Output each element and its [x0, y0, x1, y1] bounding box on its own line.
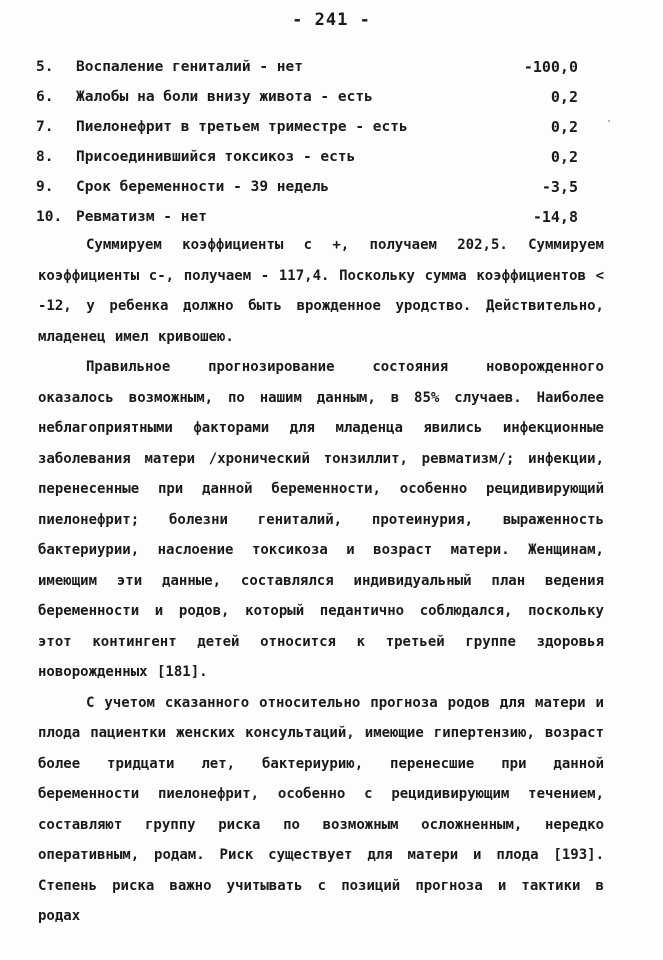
list-item-number: 9.	[36, 179, 54, 195]
list-item-value: -100,0	[523, 58, 578, 76]
list-item-number: 6.	[36, 89, 54, 105]
list-item-number: 8.	[36, 149, 54, 165]
list-item-text: Срок беременности - 39 недель	[76, 179, 330, 195]
list-item-number: 10.	[36, 209, 63, 225]
list-item-text: Пиелонефрит в третьем триместре - есть	[76, 119, 408, 135]
list-item	[36, 172, 596, 202]
list-item-number: 5.	[36, 59, 54, 75]
list-item	[36, 52, 596, 82]
list-item	[36, 112, 596, 142]
paragraph: Суммируем коэффициенты с +, получаем 202,5. Суммируем коэффициенты с-, получаем - 117,4. Поскольку сумма коэффициентов < -12, у ребенка должно быть врожденное уродство. Действительно, младенец имел кривошею.	[38, 237, 604, 345]
list-item-value: 0,2	[550, 88, 578, 106]
list-item-value: -14,8	[532, 208, 578, 226]
list-item-number: 7.	[36, 119, 54, 135]
body-text	[38, 230, 604, 932]
margin-mark: ˋ	[606, 118, 614, 132]
paragraph: Правильное прогнозирование состояния новорожденного оказалось возможным, по нашим данным, в 85% случаев. Наиболее неблагоприятными факторами для младенца явились инфекционные заболевания матери /хронический тонзиллит, ревматизм/; инфекции, перенесенные при данной беременности, особенно рецидивирующий пиелонефрит; болезни гениталий, протеинурия, выраженность бактериурии, наслоение токсикоза и возраст матери. Женщинам, имеющим эти данные, составлялся индивидуальный план ведения беременности и родов, который педантично соблюдался, поскольку этот контингент детей относится к третьей группе здоровья новорожденных [181].	[38, 359, 604, 680]
list-item-value: 0,2	[550, 118, 578, 136]
list-item-text: Ревматизм - нет	[76, 209, 207, 225]
list-item-value: 0,2	[550, 148, 578, 166]
list-item-text: Присоединившийся токсикоз - есть	[76, 149, 356, 165]
factor-list	[36, 52, 596, 232]
list-item-text: Воспаление гениталий - нет	[76, 59, 303, 75]
paragraph: С учетом сказанного относительно прогноза родов для матери и плода пациентки женских консультаций, имеющие гипертензию, возраст более тридцати лет, бактериурию, перенесшие при данной беременности пиелонефрит, особенно с рецидивирующим течением, составляют группу риска по возможным осложненным, нередко оперативным, родам. Риск существует для матери и плода [193]. Степень риска важно учитывать с позиций прогноза и тактики в родах	[38, 694, 604, 924]
list-item-value: -3,5	[541, 178, 578, 196]
list-item	[36, 202, 596, 232]
page-number: - 241 -	[292, 10, 371, 30]
list-item-text: Жалобы на боли внизу живота - есть	[76, 89, 373, 105]
list-item	[36, 82, 596, 112]
list-item	[36, 142, 596, 172]
